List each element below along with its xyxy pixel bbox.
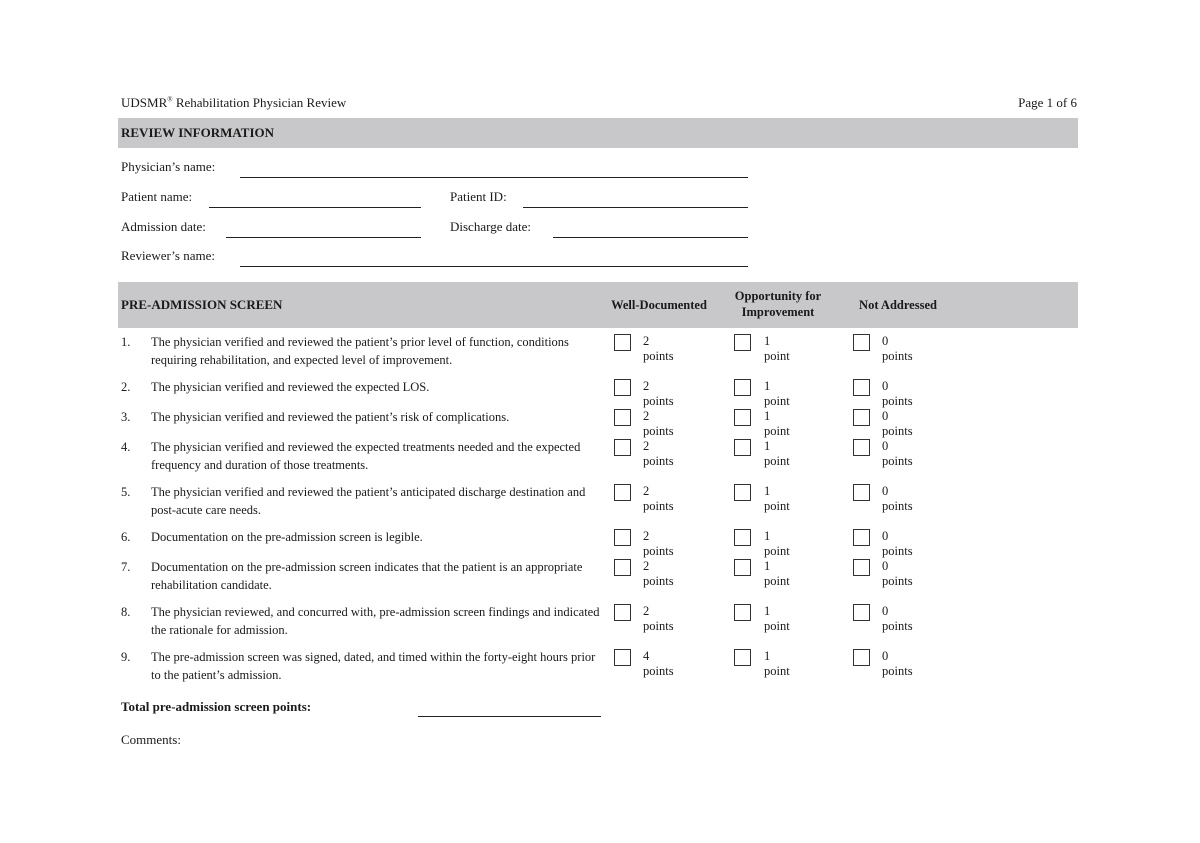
- well-documented-checkbox[interactable]: [614, 649, 631, 666]
- criterion-text: The physician verified and reviewed the expected treatments needed and the expected frequency and duration of those treatments.: [151, 440, 581, 472]
- not-addressed-checkbox[interactable]: [853, 484, 870, 501]
- physician-name-label: Physician’s name:: [121, 159, 216, 174]
- well-documented-checkbox[interactable]: [614, 604, 631, 621]
- well-documented-checkbox[interactable]: [614, 409, 631, 426]
- admission-date-field[interactable]: [226, 237, 421, 238]
- section-title-pre-admission-screen: PRE-ADMISSION SCREEN: [121, 297, 283, 312]
- review-information-header: [118, 118, 1078, 148]
- criterion-text: The physician verified and reviewed the patient’s risk of complications.: [151, 410, 510, 424]
- well-documented-checkbox[interactable]: [614, 439, 631, 456]
- well-documented-checkbox[interactable]: [614, 379, 631, 396]
- discharge-date-label: Discharge date:: [450, 219, 531, 234]
- total-points-field[interactable]: [418, 716, 601, 717]
- total-points-label: Total pre-admission screen points:: [121, 699, 312, 714]
- criterion-text: The physician verified and reviewed the patient’s prior level of function, conditions requiring rehabilitation, and expected level of improvement.: [151, 335, 569, 367]
- reviewer-name-label: Reviewer’s name:: [121, 248, 215, 263]
- comments-label: Comments:: [121, 732, 181, 747]
- pre-admission-screen-header: [118, 282, 1078, 328]
- not-addressed-checkbox[interactable]: [853, 529, 870, 546]
- criterion-text: The pre-admission screen was signed, dated, and timed within the forty-eight hours prior to the patient’s admission.: [151, 650, 596, 682]
- criterion-text: The physician reviewed, and concurred with, pre-admission screen findings and indicated the rationale for admission.: [151, 605, 600, 637]
- well-documented-checkbox[interactable]: [614, 484, 631, 501]
- not-addressed-checkbox[interactable]: [853, 379, 870, 396]
- column-header-opportunity-for-improvement: Opportunity for Improvement: [734, 289, 822, 319]
- form-page: UDSMR® Rehabilitation Physician Review Page 1 of 6 REVIEW INFORMATION Physician’s name: Patient name: Patient ID: Admission date: Discharge date: Reviewer’s name: PRE-ADMISSION SCREEN Well-Documented Opportunity for Improvement Not Addressed 1. The physician verified and reviewed the patient’s prior level of function, conditions requiring rehabilitation, and expected level of improvement. 2 points 1 point 0 points 2. The physician verified and reviewed the expected LOS. 2 points 1 point 0 points 3. The physician verified and reviewed the patient’s risk of complications. 2 points 1 point 0 points 4. The physician verified and reviewed the expected treatments needed and the expected frequency and duration of those treatments. 2 points 1 point 0 points 5. The physician verified and reviewed the patient’s anticipated discharge destination and post-acute care needs. 2 points 1 point 0 points 6. Documentation on the pre-admission screen is legible. 2 points 1 point 0 points 7. Documentation on the pre-admission screen indicates that the patient is an appropriate rehabilitation candidate. 2 points 1 point 0 points 8. The physician reviewed, and concurred with, pre-admission screen findings and indicated the rationale for admission. 2 points 1 point 0 points 9. The pre-admission screen was signed, dated, and timed within the forty-eight hours prior to the patient’s admission. 4 points 1 point 0 points Total pre-admission screen points: Comments:: [0, 0, 1200, 843]
- criterion-text: Documentation on the pre-admission screen is legible.: [151, 530, 423, 544]
- column-header-well-documented: Well-Documented: [611, 298, 707, 312]
- not-addressed-checkbox[interactable]: [853, 409, 870, 426]
- not-addressed-checkbox[interactable]: [853, 649, 870, 666]
- patient-id-field[interactable]: [523, 207, 748, 208]
- opportunity-checkbox[interactable]: [734, 559, 751, 576]
- patient-name-label: Patient name:: [121, 189, 193, 204]
- well-documented-checkbox[interactable]: [614, 334, 631, 351]
- patient-id-label: Patient ID:: [450, 189, 507, 204]
- reviewer-name-field[interactable]: [240, 266, 748, 267]
- not-addressed-checkbox[interactable]: [853, 334, 870, 351]
- physician-name-field[interactable]: [240, 177, 748, 178]
- not-addressed-checkbox[interactable]: [853, 439, 870, 456]
- document-title: UDSMR® Rehabilitation Physician Review: [121, 95, 347, 110]
- opportunity-checkbox[interactable]: [734, 604, 751, 621]
- well-documented-checkbox[interactable]: [614, 559, 631, 576]
- registered-mark: ®: [167, 95, 173, 104]
- patient-name-field[interactable]: [209, 207, 421, 208]
- opportunity-checkbox[interactable]: [734, 334, 751, 351]
- opportunity-checkbox[interactable]: [734, 379, 751, 396]
- not-addressed-checkbox[interactable]: [853, 559, 870, 576]
- criterion-text: Documentation on the pre-admission screen indicates that the patient is an appropriate rehabilitation candidate.: [151, 560, 583, 592]
- section-title-review-information: REVIEW INFORMATION: [121, 125, 275, 140]
- criterion-text: The physician verified and reviewed the expected LOS.: [151, 380, 430, 394]
- not-addressed-checkbox[interactable]: [853, 604, 870, 621]
- criterion-text: The physician verified and reviewed the patient’s anticipated discharge destination and post-acute care needs.: [151, 485, 586, 517]
- admission-date-label: Admission date:: [121, 219, 206, 234]
- opportunity-checkbox[interactable]: [734, 649, 751, 666]
- discharge-date-field[interactable]: [553, 237, 748, 238]
- opportunity-checkbox[interactable]: [734, 439, 751, 456]
- opportunity-checkbox[interactable]: [734, 484, 751, 501]
- page-number: Page 1 of 6: [1018, 95, 1077, 110]
- opportunity-checkbox[interactable]: [734, 529, 751, 546]
- opportunity-checkbox[interactable]: [734, 409, 751, 426]
- column-header-not-addressed: Not Addressed: [859, 298, 937, 312]
- well-documented-checkbox[interactable]: [614, 529, 631, 546]
